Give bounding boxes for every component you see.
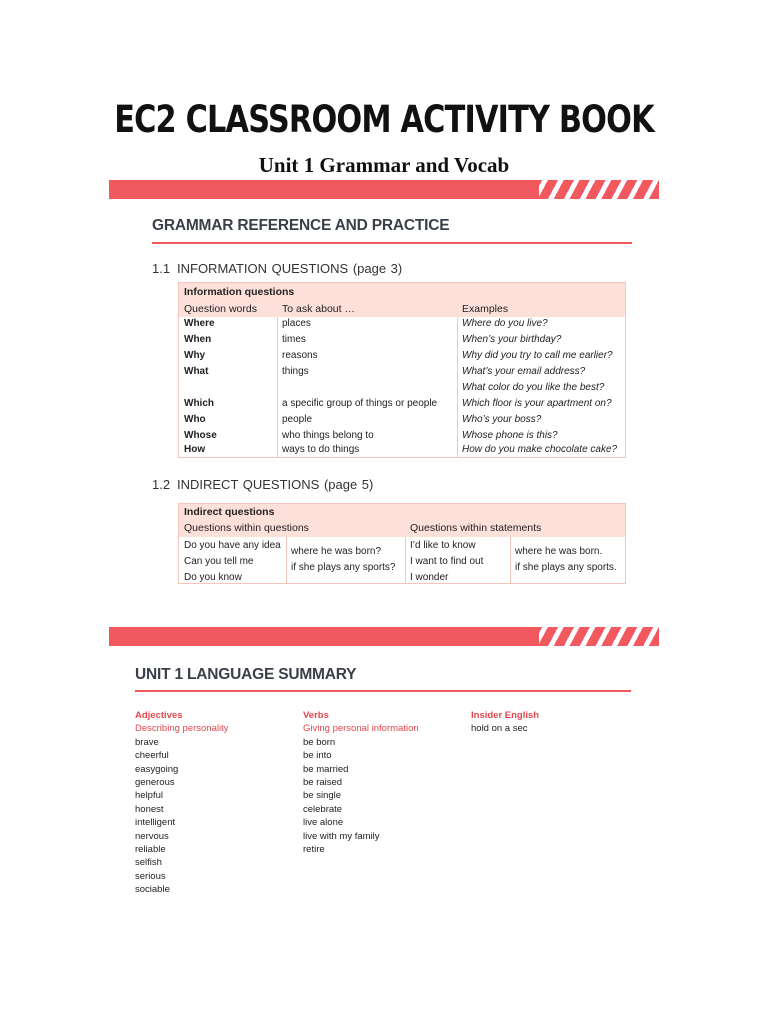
grammar-heading: GRAMMAR REFERENCE AND PRACTICE	[152, 217, 450, 234]
table-row	[179, 366, 625, 382]
list-item: intelligent	[135, 817, 176, 829]
ask-about: places	[282, 318, 311, 329]
information-questions-table	[178, 282, 626, 458]
list-item: generous	[135, 777, 175, 789]
question-word: Where	[184, 318, 215, 329]
example: Where do you live?	[462, 318, 548, 329]
section-label: INFORMATION QUESTIONS (page 3)	[177, 261, 403, 276]
ask-about: who things belong to	[282, 430, 374, 441]
column-header: Questions within statements	[410, 522, 542, 534]
column-header: To ask about …	[282, 303, 355, 315]
list-item: honest	[135, 803, 164, 815]
table-header	[179, 504, 625, 537]
table-row	[179, 444, 625, 460]
list-item: cheerful	[135, 750, 169, 762]
question-word: Why	[184, 350, 206, 361]
list-item: selfish	[135, 857, 162, 869]
list-item: reliable	[135, 844, 166, 856]
list-item: where he was born?	[291, 546, 382, 557]
column-header: Question words	[184, 303, 257, 315]
question-end-list	[291, 544, 396, 576]
column-subheading: Giving personal information	[303, 723, 419, 735]
summary-heading: UNIT 1 LANGUAGE SUMMARY	[135, 666, 357, 683]
example: Who’s your boss?	[462, 414, 542, 425]
page-title: EC2 CLASSROOM ACTIVITY BOOK	[114, 98, 654, 141]
column-header: Examples	[462, 303, 509, 315]
indirect-questions-table	[178, 503, 626, 584]
example: How do you make chocolate cake?	[462, 444, 618, 455]
example: When’s your birthday?	[462, 334, 562, 345]
statement-start-list	[410, 538, 483, 586]
decorative-stripe-bar-top	[109, 180, 659, 199]
example: What color do you like the best?	[462, 382, 605, 393]
example: Which floor is your apartment on?	[462, 398, 612, 409]
list-item: I wonder	[410, 572, 449, 583]
table-caption: Information questions	[184, 286, 295, 298]
list-item: I want to find out	[410, 556, 484, 567]
statement-end-list	[515, 544, 617, 576]
question-word: How	[184, 444, 206, 455]
example: Whose phone is this?	[462, 430, 558, 441]
list-item: retire	[303, 844, 325, 856]
table-row	[179, 414, 625, 430]
adjectives-column	[135, 709, 228, 897]
column-divider	[510, 537, 511, 583]
list-item: helpful	[135, 790, 163, 802]
table-header	[179, 283, 625, 317]
example: Why did you try to call me earlier?	[462, 350, 613, 361]
question-word: What	[184, 366, 209, 377]
verbs-column	[303, 709, 419, 856]
list-item: easygoing	[135, 763, 179, 775]
insider-english-column	[471, 709, 539, 736]
list-item: if she plays any sports.	[515, 562, 617, 573]
table-row	[179, 382, 625, 398]
ask-about: things	[282, 366, 309, 377]
column-header: Questions within questions	[184, 522, 309, 534]
question-start-list	[184, 538, 281, 586]
section-1-2-heading	[152, 477, 373, 492]
list-item: brave	[135, 736, 159, 748]
list-item: be single	[303, 790, 342, 802]
table-caption: Indirect questions	[184, 506, 275, 518]
ask-about: a specific group of things or people	[282, 398, 438, 409]
list-item: be married	[303, 763, 349, 775]
ask-about: ways to do things	[282, 444, 360, 455]
ask-about: people	[282, 414, 313, 425]
question-word: Which	[184, 398, 214, 409]
question-word: When	[184, 334, 212, 345]
column-subheading: Describing personality	[135, 723, 229, 735]
column-heading: Verbs	[303, 710, 329, 721]
section-1-1-heading	[152, 261, 402, 276]
example: What’s your email address?	[462, 366, 586, 377]
section-number: 1.2	[152, 477, 171, 492]
list-item: I’d like to know	[410, 540, 476, 551]
question-word: Whose	[184, 430, 217, 441]
list-item: sociable	[135, 884, 170, 896]
list-item: hold on a sec	[471, 723, 528, 735]
list-item: Do you have any idea	[184, 540, 281, 551]
decorative-stripe-bar-bottom	[109, 627, 659, 646]
list-item: Do you know	[184, 572, 242, 583]
table-row	[179, 334, 625, 350]
column-heading: Adjectives	[135, 710, 183, 721]
table-row	[179, 318, 625, 334]
column-divider	[286, 537, 287, 583]
list-item: live with my family	[303, 830, 380, 842]
question-word: Who	[184, 414, 206, 425]
list-item: be born	[303, 736, 336, 748]
section-label: INDIRECT QUESTIONS (page 5)	[177, 477, 374, 492]
table-row	[179, 350, 625, 366]
ask-about: times	[282, 334, 306, 345]
list-item: live alone	[303, 817, 344, 829]
column-heading: Insider English	[471, 710, 540, 721]
list-item: serious	[135, 870, 166, 882]
table-row	[179, 398, 625, 414]
ask-about: reasons	[282, 350, 318, 361]
grammar-heading-rule	[152, 242, 632, 244]
list-item: celebrate	[303, 803, 343, 815]
list-item: where he was born.	[515, 546, 603, 557]
column-divider	[405, 537, 406, 583]
page-subtitle: Unit 1 Grammar and Vocab	[258, 153, 510, 177]
summary-heading-rule	[135, 690, 631, 692]
section-number: 1.1	[152, 261, 171, 276]
list-item: nervous	[135, 830, 169, 842]
list-item: Can you tell me	[184, 556, 254, 567]
list-item: be raised	[303, 777, 343, 789]
list-item: be into	[303, 750, 332, 762]
list-item: if she plays any sports?	[291, 562, 396, 573]
